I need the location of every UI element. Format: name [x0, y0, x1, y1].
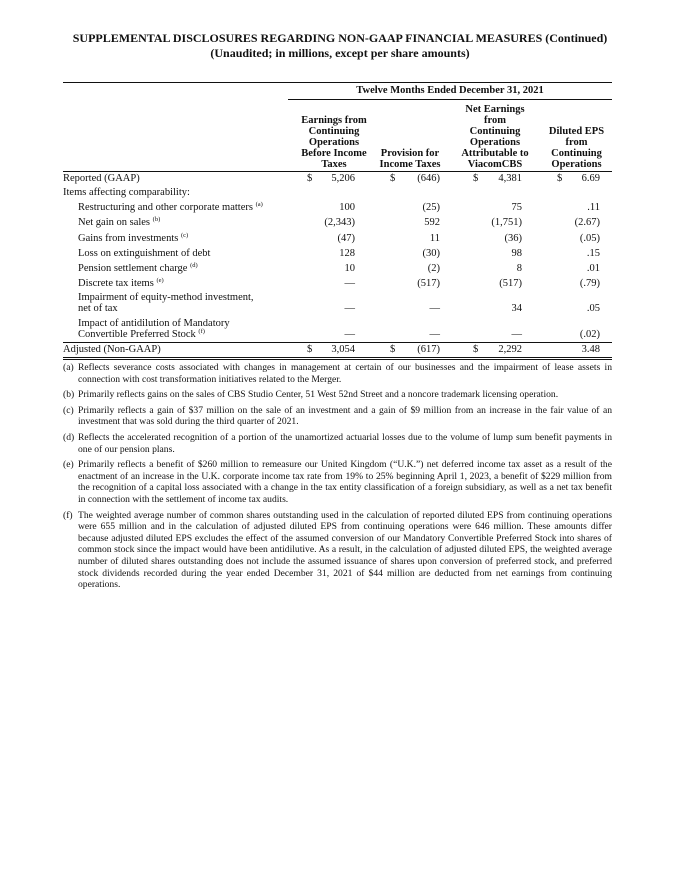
footnote-ref: (c) [180, 232, 189, 239]
row-label: Impairment of equity-method investment, net of tax [78, 292, 254, 314]
footnote-marker: (a) [63, 362, 74, 373]
currency-symbol: $ [473, 173, 479, 184]
items-heading: Items affecting comparability: [63, 187, 190, 198]
value-eps: (2.67) [574, 217, 600, 228]
row-label: Net gain on sales $^{(b)}$ [78, 216, 161, 228]
footnote-marker: (f) [63, 509, 73, 521]
table-row [63, 247, 612, 261]
value-earnings: — [344, 278, 355, 289]
value-earnings: 10 [344, 263, 355, 274]
table-row [63, 318, 612, 342]
footnote-text: Primarily reflects gains on the sales of CBS Studio Center, 51 West 52nd Street and a noncore trademark licensing operation. [78, 389, 559, 401]
footnote-e [63, 459, 612, 505]
value-eps: (.79) [579, 278, 600, 289]
value-net-earnings: 4,381 [498, 173, 522, 184]
value-provision: (517) [417, 278, 440, 289]
footnote-text: The weighted average number of common shares outstanding used in the calculation of reported diluted EPS from continuing operations were 655 million and in the calculation of adjusted diluted EPS from continuing operations were 646 million. These amounts differ because adjusted diluted EPS excludes the effect of the assumed conversion of our Mandatory Convertible Preferred Stock into shares of common stock since the impact would have been antidilutive. As a result, in the calculation of adjusted diluted EPS, the weighted average number of diluted shares outstanding does not include the assumed issuance of shares upon conversion of preferred stock, and preferred stock dividends recorded during the year ended December 31, 2021 of $44 million are deducted from net earnings from continuing operations. [78, 509, 612, 591]
value-eps: 6.69 [581, 173, 600, 184]
currency-symbol: $ [557, 173, 563, 184]
value-provision: (617) [417, 344, 440, 355]
footnote-marker: (c) [63, 404, 74, 416]
period-header: Twelve Months Ended December 31, 2021 [356, 85, 544, 96]
value-net-earnings: (1,751) [491, 217, 522, 228]
column-header-provision-for-taxes: Provision for Income Taxes [379, 148, 441, 170]
value-eps: 3.48 [581, 344, 600, 355]
value-net-earnings: — [511, 329, 522, 340]
column-headers [63, 100, 612, 170]
row-label: Discrete tax items $^{(e)}$ [78, 277, 164, 289]
value-earnings: (2,343) [324, 217, 355, 228]
value-eps: (.05) [579, 233, 600, 244]
document-subtitle: (Unaudited; in millions, except per share amounts) [210, 46, 470, 60]
footnote-text: Primarily reflects a benefit of $260 million to remeasure our United Kingdom (“U.K.”) net deferred income tax asset as a result of the enactment of an increase in the U.K. corporate income tax rate from 19% to 25% beginning April 1, 2023, a benefit of $229 million from the recognition of a capital loss associated with a change in the tax entity classification of a foreign subsidiary, as well as a net tax benefit in connection with the settlement of income tax audits. [78, 459, 612, 505]
table-row [63, 277, 612, 291]
currency-symbol: $ [390, 173, 396, 184]
table-top-rule [63, 82, 612, 83]
table-row-items-heading [63, 186, 612, 200]
table-row-adjusted [63, 343, 612, 357]
currency-symbol: $ [307, 344, 313, 355]
table-row-reported [63, 172, 612, 186]
footnote-marker: (b) [63, 389, 75, 401]
table-bottom-rule-2 [63, 359, 612, 360]
value-earnings: — [344, 303, 355, 314]
row-label: Restructuring and other corporate matters $^{(a)}$ [78, 201, 263, 213]
value-earnings: (47) [337, 233, 355, 244]
document-title: SUPPLEMENTAL DISCLOSURES REGARDING NON-GAAP FINANCIAL MEASURES (Continued) [72, 31, 608, 45]
column-header-diluted-eps: Diluted EPS from Continuing Operations [548, 126, 605, 170]
value-net-earnings: 98 [511, 248, 522, 259]
value-provision: (30) [422, 248, 440, 259]
table-row [63, 232, 612, 246]
value-provision: (646) [417, 173, 440, 184]
currency-symbol: $ [307, 173, 313, 184]
row-label: Gains from investments $^{(c)}$ [78, 232, 189, 244]
footnote-ref: (f) [198, 328, 205, 335]
footnote-ref: (d) [190, 262, 198, 269]
value-earnings: 5,206 [331, 173, 355, 184]
value-provision: — [429, 303, 440, 314]
column-header-earnings-before-taxes: Earnings from Continuing Operations Before Income Taxes [301, 115, 367, 170]
footnote-ref: (a) [255, 201, 263, 208]
value-net-earnings: 2,292 [498, 344, 522, 355]
row-label: Pension settlement charge $^{(d)}$ [78, 262, 198, 274]
currency-symbol: $ [473, 344, 479, 355]
table-row [63, 201, 612, 215]
value-provision: 592 [424, 217, 440, 228]
footnote-f [63, 510, 612, 591]
footnote-text: Primarily reflects a gain of $37 million on the sale of an investment and a gain of $9 million from an increase in the fair value of an investment that was sold during the third quarter of 2021. [78, 404, 612, 428]
footnote-c [63, 405, 612, 428]
currency-symbol: $ [390, 344, 396, 355]
value-earnings: — [344, 329, 355, 340]
value-net-earnings: 75 [511, 202, 522, 213]
footnote-marker: (d) [63, 431, 75, 443]
value-net-earnings: (36) [504, 233, 522, 244]
value-provision: (2) [427, 263, 440, 274]
value-earnings: 3,054 [331, 344, 355, 355]
value-eps: .15 [586, 248, 600, 259]
footnote-text: Reflects severance costs associated with changes in management at certain of our businesses and the impairment of lease assets in connection with cost transformation initiatives related to the Merger. [78, 362, 612, 385]
table-bottom-rule-1 [63, 357, 612, 358]
value-net-earnings: (517) [499, 278, 522, 289]
value-provision: (25) [422, 202, 440, 213]
table-row [63, 292, 612, 316]
value-provision: — [429, 329, 440, 340]
value-earnings: 100 [339, 202, 355, 213]
value-net-earnings: 34 [511, 303, 522, 314]
row-label: Adjusted (Non-GAAP) [63, 344, 161, 355]
value-eps: .01 [586, 263, 600, 274]
row-label: Reported (GAAP) [63, 173, 140, 184]
value-eps: .11 [587, 202, 600, 213]
footnote-a [63, 362, 612, 385]
value-earnings: 128 [339, 248, 355, 259]
value-provision: 11 [429, 233, 440, 244]
footnotes [63, 362, 612, 595]
footnote-b [63, 389, 612, 401]
footnote-d [63, 432, 612, 455]
value-net-earnings: 8 [516, 263, 522, 274]
footnote-ref: (e) [156, 277, 164, 284]
column-header-net-earnings: Net Earnings from Continuing Operations Attributable to ViacomCBS [461, 104, 529, 170]
table-row [63, 262, 612, 276]
value-eps: (.02) [579, 329, 600, 340]
row-label: Impact of antidilution of Mandatory Convertible Preferred Stock $^{(f)}$ [78, 318, 230, 340]
footnote-ref: (b) [152, 216, 161, 223]
footnote-marker: (e) [63, 459, 74, 471]
row-label: Loss on extinguishment of debt [78, 248, 211, 259]
table-row [63, 216, 612, 230]
value-eps: .05 [586, 303, 600, 314]
footnote-text: Reflects the accelerated recognition of a portion of the unamortized actuarial losses due to the volume of lump sum benefit payments in one of our pension plans. [78, 431, 612, 455]
